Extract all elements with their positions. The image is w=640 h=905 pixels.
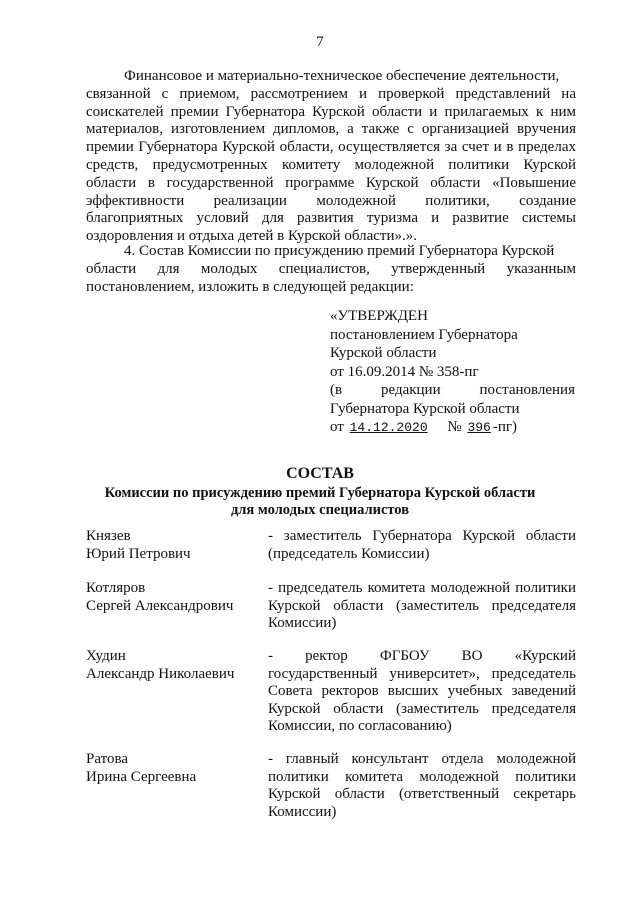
approval-line: (в редакции постановления — [330, 382, 575, 398]
member-surname: Ратова — [86, 751, 129, 767]
paragraph-line: оздоровления и отдыха детей в Курской области».». — [86, 228, 417, 245]
approval-line: Курской области — [330, 345, 437, 361]
member-given-name: Ирина Сергеевна — [86, 768, 197, 785]
role-line: - председатель комитета молодежной политики — [268, 580, 576, 596]
paragraph-line: постановлением, изложить в следующей редакции: — [86, 278, 414, 295]
member-given-name: Сергей Александрович — [86, 597, 234, 614]
item-4-paragraph — [86, 243, 576, 296]
paragraph-line: материалов, изготовлением дипломов, а также с организацией вручения — [86, 121, 576, 138]
paragraph-line: 4. Состав Комиссии по присуждению премий Губернатора Курской — [124, 243, 555, 259]
role-line: Курской области (заместитель председателя — [268, 700, 576, 717]
member-role — [268, 580, 576, 633]
from-label: от — [330, 419, 344, 435]
member-name — [86, 751, 266, 786]
role-line: политики комитета молодежной политики — [268, 768, 576, 785]
role-line: - главный консультант отдела молодежной — [268, 751, 576, 767]
role-line: государственный университет», председатель — [268, 665, 576, 682]
page-number: 7 — [316, 34, 324, 50]
approval-line: Губернатора Курской области — [330, 400, 520, 417]
paragraph-line: области для молодых специалистов, утвержденный указанным — [86, 260, 576, 277]
role-line: Курской области (ответственный секретарь — [268, 786, 576, 802]
composition-subtitle-line1: Комиссии по присуждению премий Губернатора Курской области — [104, 485, 536, 501]
date-underline — [430, 420, 444, 435]
member-surname: Князев — [86, 528, 131, 544]
member-name — [86, 580, 266, 615]
member-surname: Котляров — [86, 580, 146, 596]
member-given-name: Александр Николаевич — [86, 665, 235, 682]
paragraph-line: премии Губернатора Курской области, осуществляется за счет и в пределах — [86, 139, 576, 156]
financing-paragraph — [86, 68, 576, 246]
role-line: - ректор ФГБОУ ВО «Курский — [268, 648, 576, 664]
approval-date-line — [330, 418, 575, 438]
number-label: № — [447, 419, 462, 435]
paragraph-line: эффективности реализации молодежной политики, создание — [86, 192, 576, 209]
approval-line: от 16.09.2014 № 358-пг — [330, 363, 479, 380]
approval-line: постановлением Губернатора — [330, 326, 518, 343]
role-line: Совета ректоров высших учебных заведений — [268, 683, 576, 699]
approval-block — [330, 307, 575, 438]
paragraph-line: средств, предусмотренных комитету молодежной политики Курской — [86, 156, 576, 173]
role-line: Комиссии, по согласованию) — [268, 718, 452, 734]
role-line: Курской области (заместитель председателя — [268, 597, 576, 614]
role-line: Комиссии) — [268, 803, 337, 820]
member-role — [268, 528, 576, 563]
paragraph-line: благоприятных условий для развития туризма и развитие системы — [86, 210, 576, 227]
role-line: - заместитель Губернатора Курской области — [268, 528, 576, 544]
approval-number: 396 — [467, 420, 491, 435]
paragraph-line: связанной с приемом, рассмотрением и проверкой представлений на — [86, 85, 576, 102]
paragraph-line: области в государственной программе Курской области «Повышение — [86, 174, 576, 191]
role-line: Комиссии) — [268, 615, 337, 631]
composition-title: СОСТАВ — [286, 465, 354, 482]
member-name — [86, 528, 266, 563]
member-name — [86, 648, 266, 683]
paragraph-line: соискателей премии Губернатора Курской области и прилагаемых к ним — [86, 103, 576, 120]
paragraph-line: Финансовое и материально-техническое обеспечение деятельности, — [124, 68, 560, 84]
composition-subtitle-line2: для молодых специалистов — [230, 502, 410, 518]
number-suffix: -пг) — [492, 419, 518, 435]
member-given-name: Юрий Петрович — [86, 545, 191, 562]
role-line: (председатель Комиссии) — [268, 545, 430, 562]
member-surname: Худин — [86, 648, 126, 664]
member-role — [268, 648, 576, 736]
member-role — [268, 751, 576, 821]
approval-line: «УТВЕРЖДЕН — [330, 308, 428, 324]
approval-date: 14.12.2020 — [349, 420, 428, 435]
